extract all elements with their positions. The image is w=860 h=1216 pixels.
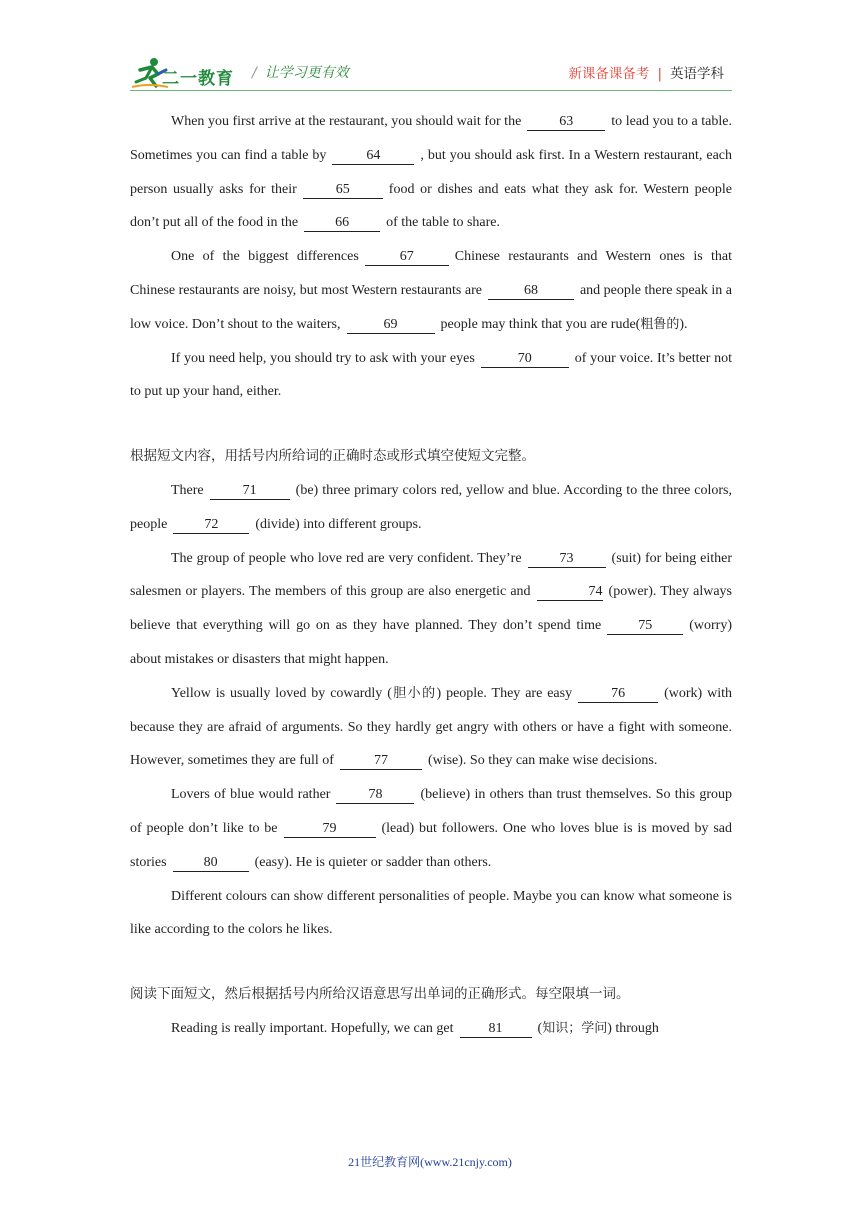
- paragraph: [130, 542, 732, 677]
- text-run: (believe) in others than trust themselves. So this group of people don’t like to be: [130, 787, 732, 836]
- blank-68[interactable]: 68: [488, 283, 574, 300]
- text-run: One of the biggest differences: [171, 249, 359, 265]
- text-run: Different colours can show different personalities of people. Maybe you can know what someone is like according to the colors he likes.: [130, 888, 732, 938]
- blank-69[interactable]: 69: [347, 317, 435, 334]
- blank-76[interactable]: 76: [578, 686, 658, 703]
- blank-64[interactable]: 64: [332, 148, 414, 165]
- blank-75[interactable]: 75: [607, 618, 683, 635]
- passage-2: [130, 474, 732, 947]
- paragraph: [130, 474, 732, 542]
- text-run: people may think that you are rude(粗鲁的).: [440, 316, 688, 332]
- passage-3: [130, 1012, 732, 1046]
- blank-65[interactable]: 65: [303, 182, 383, 199]
- paragraph: [130, 778, 732, 879]
- text-run: of the table to share.: [386, 215, 501, 231]
- text-run: If you need help, you should try to ask with your eyes: [171, 350, 475, 366]
- blank-78[interactable]: 78: [336, 787, 414, 804]
- text-run: to lead you to a table. Sometimes you can find a table by: [130, 114, 732, 163]
- document-body: [130, 105, 732, 1046]
- text-run: food or dishes and eats what they ask for. Western people don’t put all of the food in the: [130, 181, 733, 231]
- blank-81[interactable]: 81: [460, 1021, 532, 1038]
- blank-67[interactable]: 67: [365, 249, 449, 266]
- blank-79[interactable]: 79: [284, 821, 376, 838]
- blank-71[interactable]: 71: [210, 483, 290, 500]
- slogan: [252, 62, 349, 82]
- blank-70[interactable]: 70: [481, 351, 569, 368]
- blank-66[interactable]: 66: [304, 215, 380, 232]
- text-run: Lovers of blue would rather: [171, 787, 331, 803]
- text-run: (知识；学问) through: [537, 1020, 659, 1036]
- header-separator: |: [657, 66, 662, 82]
- instruction-2: 根据短文内容，用括号内所给词的正确时态或形式填空使短文完整。: [130, 448, 535, 465]
- header-course-label: 新课备课备考: [568, 66, 650, 82]
- instruction-3: 阅读下面短文，然后根据括号内所给汉语意思写出单词的正确形式。每空限填一词。: [130, 986, 630, 1003]
- text-run: (divide) into different groups.: [255, 516, 422, 532]
- text-run: Chinese restaurants and Western ones is that Chinese restaurants are noisy, but most Western restaurants are: [130, 249, 732, 298]
- logo-text: 二一教育: [162, 69, 234, 89]
- page-header: [130, 52, 732, 92]
- header-subject: 英语学科: [670, 66, 724, 82]
- text-run: When you first arrive at the restaurant, you should wait for the: [171, 114, 522, 129]
- text-run: of your voice. It’s better not to put up your hand, either.: [130, 350, 732, 400]
- blank-72[interactable]: 72: [173, 517, 249, 534]
- text-run: (lead) but followers. One who loves blue is is moved by sad stories: [130, 820, 732, 870]
- blank-74[interactable]: 74: [537, 584, 603, 601]
- paragraph: [130, 1012, 732, 1046]
- text-run: Yellow is usually loved by cowardly (胆小的) people. They are easy: [171, 685, 573, 701]
- paragraph: [130, 105, 732, 240]
- header-rule: [130, 90, 732, 91]
- text-run: (work) with because they are afraid of arguments. So they hardly get angry with others or have a fight with someone. However, sometimes they are full of: [130, 685, 732, 769]
- slogan-text: 让学习更有效: [264, 65, 349, 81]
- logo: [130, 56, 250, 90]
- paragraph: [130, 880, 732, 948]
- blank-77[interactable]: 77: [340, 753, 422, 770]
- text-run: and people there speak in a low voice. Don’t shout to the waiters,: [130, 282, 732, 332]
- paragraph: [130, 240, 732, 341]
- text-run: The group of people who love red are very confident. They’re: [171, 550, 522, 566]
- blank-73[interactable]: 73: [528, 551, 606, 568]
- blank-63[interactable]: 63: [527, 114, 605, 131]
- text-run: (easy). He is quieter or sadder than others.: [254, 854, 492, 870]
- paragraph: [130, 677, 732, 778]
- text-run: (be) three primary colors red, yellow and blue. According to the three colors, people: [130, 482, 732, 532]
- text-run: (worry) about mistakes or disasters that might happen.: [130, 618, 732, 667]
- text-run: (power). They always believe that everything will go on as they have planned. They don’t spend time: [130, 584, 732, 634]
- text-run: , but you should ask first. In a Western restaurant, each person usually asks for their: [130, 147, 732, 197]
- slogan-slash: /: [252, 65, 257, 81]
- text-run: There: [171, 482, 204, 498]
- paragraph: [130, 342, 732, 410]
- text-run: (suit) for being either salesmen or players. The members of this group are also energetic and: [130, 550, 732, 600]
- passage-1: [130, 105, 732, 409]
- page-footer: 21世纪教育网(www.21cnjy.com): [348, 1155, 512, 1169]
- text-run: Reading is really important. Hopefully, we can get: [171, 1020, 454, 1036]
- blank-80[interactable]: 80: [173, 855, 249, 872]
- text-run: (wise). So they can make wise decisions.: [427, 753, 658, 769]
- header-right: [568, 62, 724, 82]
